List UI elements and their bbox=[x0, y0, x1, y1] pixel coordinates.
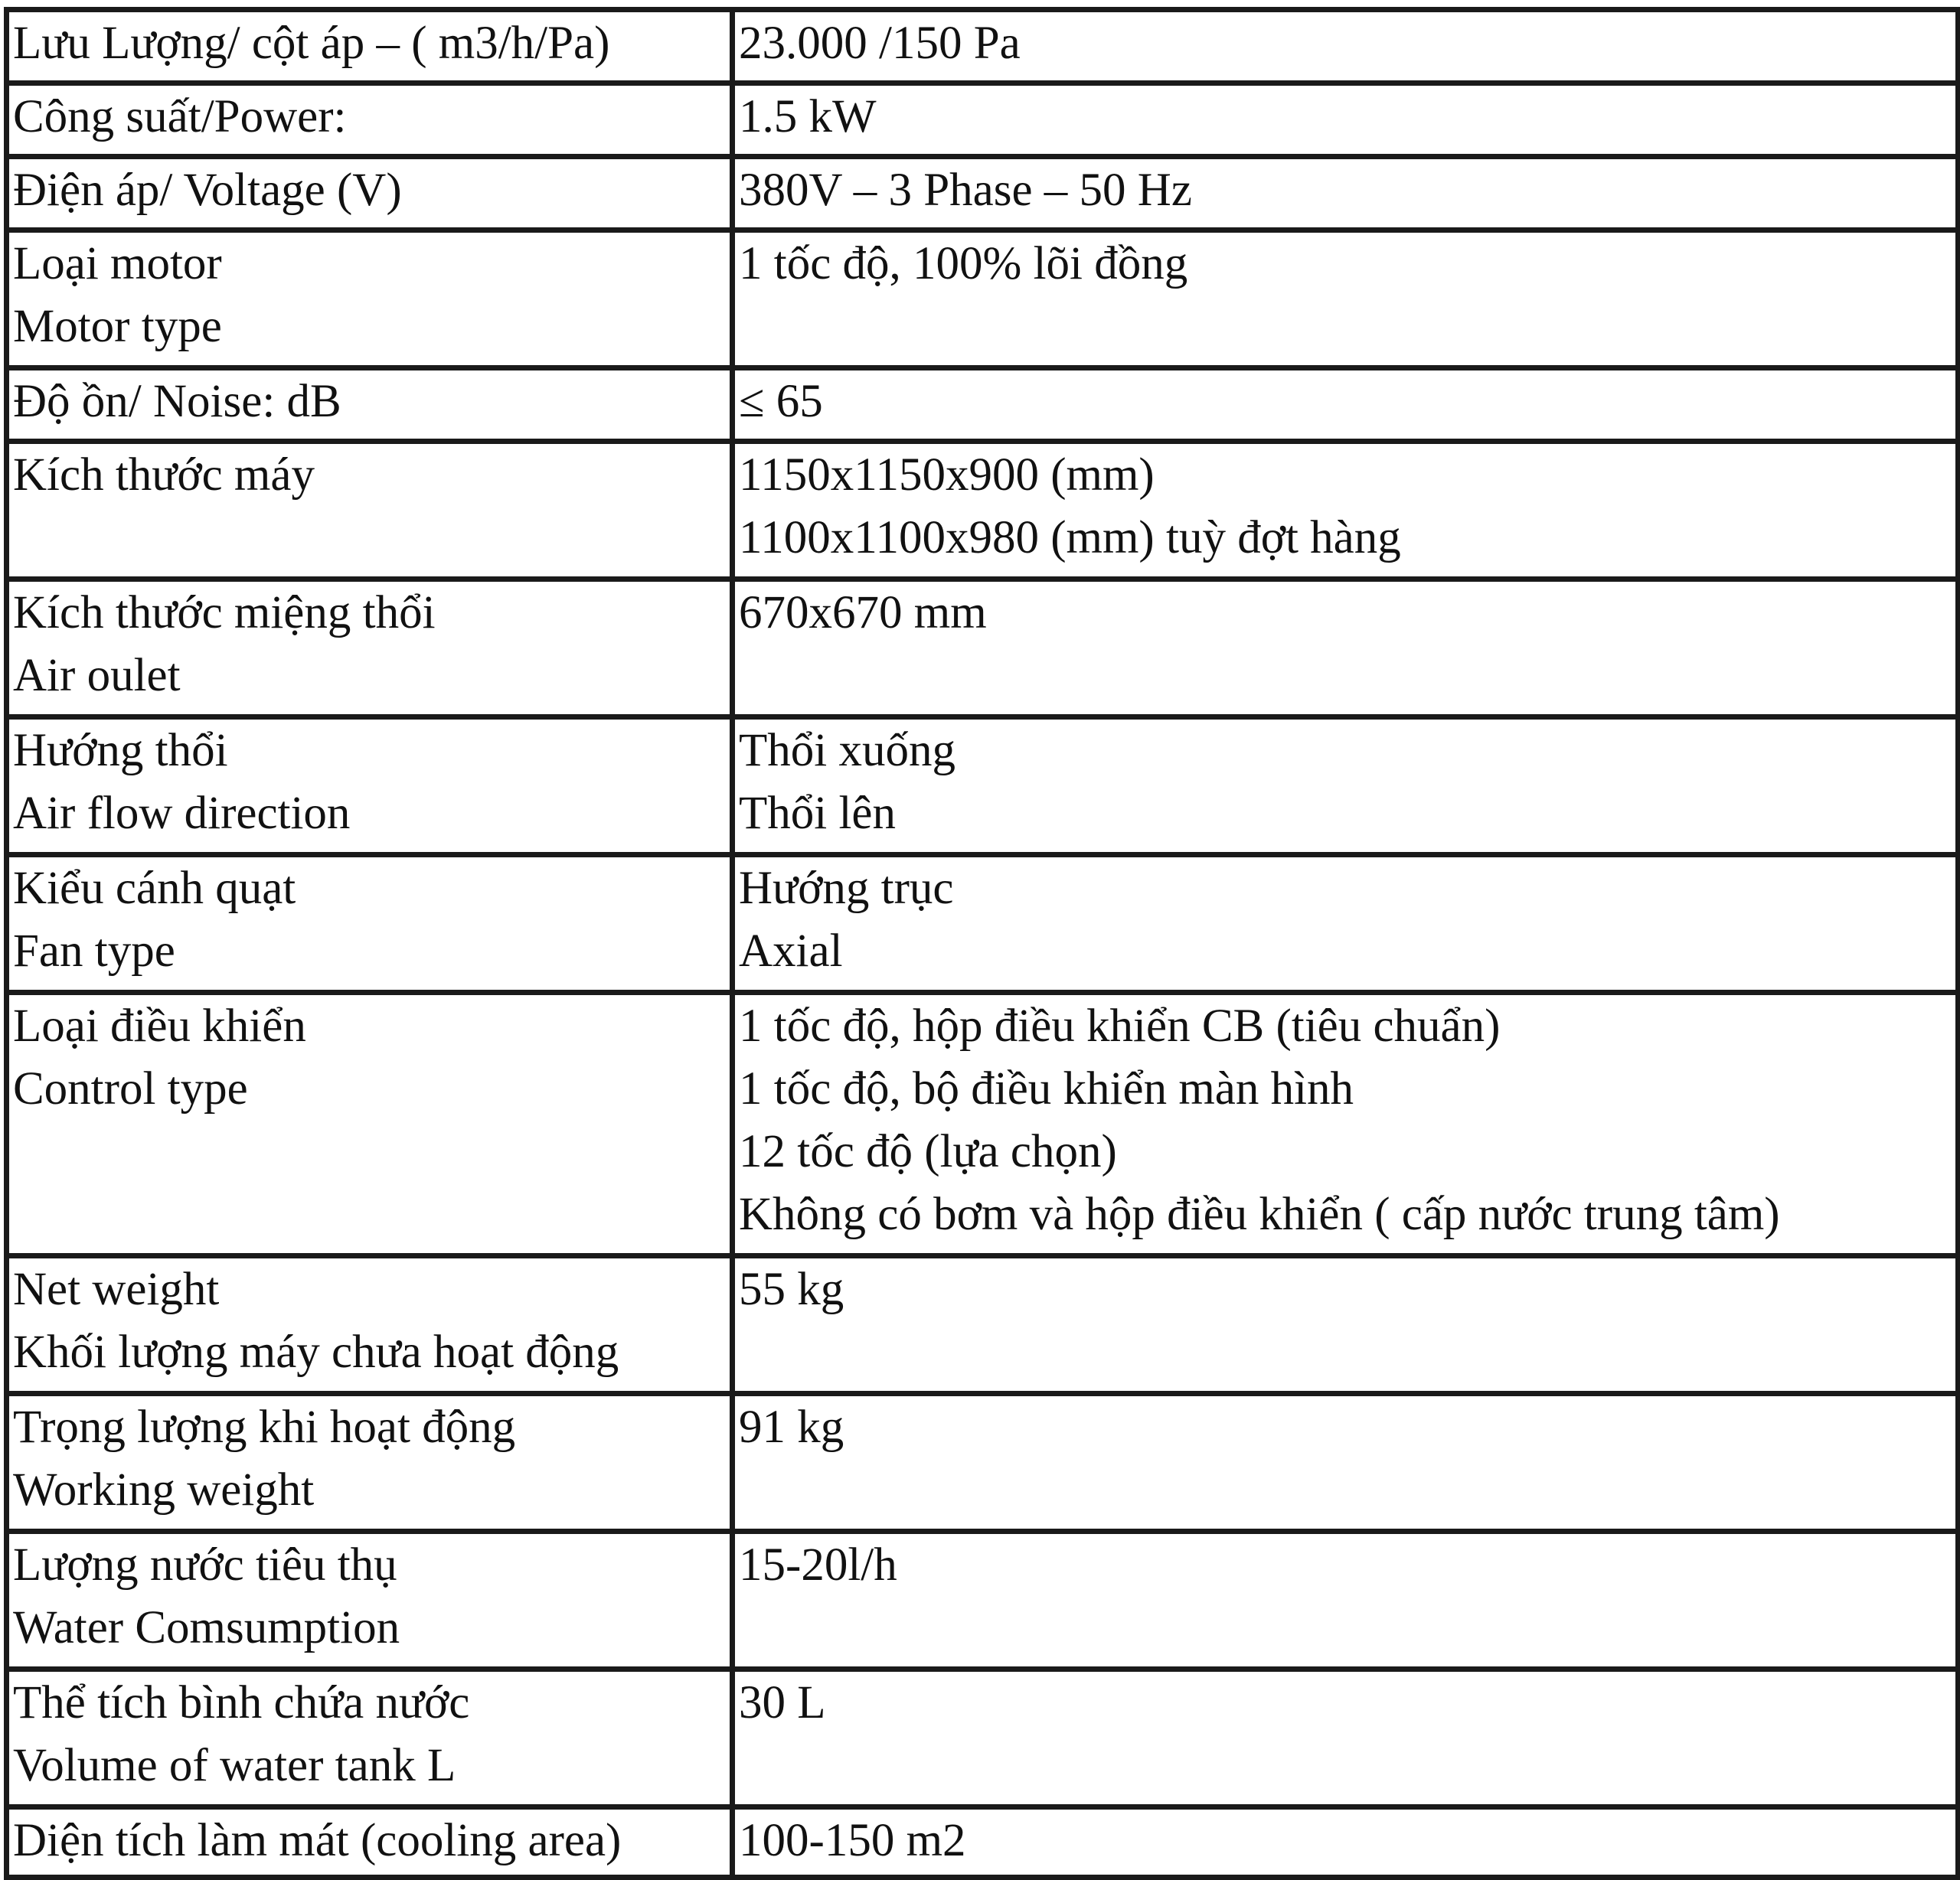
table-row bbox=[7, 442, 1958, 579]
table-row bbox=[7, 717, 1958, 855]
table-row bbox=[7, 1394, 1958, 1532]
spec-label: Motor type bbox=[13, 301, 222, 352]
spec-label: Air oulet bbox=[13, 650, 181, 701]
spec-label: Control type bbox=[13, 1063, 248, 1115]
table-row bbox=[7, 1256, 1958, 1394]
spec-label: Working weight bbox=[13, 1464, 315, 1516]
spec-value-cell bbox=[733, 157, 1958, 230]
spec-label: Air flow direction bbox=[13, 788, 351, 839]
spec-label: Kích thước miệng thổi bbox=[13, 587, 436, 638]
spec-label-cell bbox=[7, 579, 733, 717]
spec-value-cell bbox=[733, 1669, 1958, 1807]
spec-label: Khối lượng máy chưa hoạt động bbox=[13, 1327, 619, 1378]
spec-label: Lượng nước tiêu thụ bbox=[13, 1539, 397, 1591]
table-row bbox=[7, 1807, 1958, 1878]
spec-value: 1 tốc độ, hộp điều khiển CB (tiêu chuẩn) bbox=[739, 1000, 1501, 1052]
spec-value-cell bbox=[733, 368, 1958, 442]
spec-label: Water Comsumption bbox=[13, 1602, 400, 1653]
spec-label-cell bbox=[7, 230, 733, 368]
table-row bbox=[7, 1669, 1958, 1807]
spec-value: 1100x1100x980 (mm) tuỳ đợt hàng bbox=[739, 512, 1401, 563]
spec-value: 12 tốc độ (lựa chọn) bbox=[739, 1126, 1117, 1177]
spec-label: Net weight bbox=[13, 1264, 220, 1315]
spec-label: Hướng thổi bbox=[13, 725, 228, 776]
spec-value-cell bbox=[733, 230, 1958, 368]
table-row bbox=[7, 855, 1958, 993]
spec-label-cell bbox=[7, 1807, 733, 1878]
spec-label: Loại điều khiển bbox=[13, 1000, 306, 1052]
spec-value-cell bbox=[733, 993, 1958, 1256]
spec-value: Hướng trục bbox=[739, 863, 954, 914]
spec-value-cell bbox=[733, 579, 1958, 717]
spec-value: 1 tốc độ, bộ điều khiển màn hình bbox=[739, 1063, 1354, 1115]
spec-label-cell bbox=[7, 442, 733, 579]
spec-value-cell bbox=[733, 1256, 1958, 1394]
spec-value: Thổi xuống bbox=[739, 725, 956, 776]
table-row bbox=[7, 579, 1958, 717]
spec-value: 100-150 m2 bbox=[739, 1815, 966, 1866]
spec-value: ≤ 65 bbox=[739, 376, 823, 427]
table-row bbox=[7, 10, 1958, 83]
spec-label: Diện tích làm mát (cooling area) bbox=[13, 1815, 622, 1866]
spec-label-cell bbox=[7, 717, 733, 855]
spec-value: 91 kg bbox=[739, 1402, 844, 1453]
spec-value-cell bbox=[733, 855, 1958, 993]
spec-label: Loại motor bbox=[13, 238, 222, 289]
spec-value: 1150x1150x900 (mm) bbox=[739, 449, 1155, 501]
spec-value-cell bbox=[733, 10, 1958, 83]
spec-label: Trọng lượng khi hoạt động bbox=[13, 1402, 516, 1453]
spec-label: Điện áp/ Voltage (V) bbox=[13, 165, 402, 216]
spec-label-cell bbox=[7, 993, 733, 1256]
spec-label: Fan type bbox=[13, 925, 175, 977]
spec-value: Không có bơm và hộp điều khiển ( cấp nước trung tâm) bbox=[739, 1189, 1780, 1240]
table-row bbox=[7, 83, 1958, 157]
spec-label-cell bbox=[7, 83, 733, 157]
spec-label-cell bbox=[7, 1532, 733, 1669]
spec-label: Volume of water tank L bbox=[13, 1740, 456, 1791]
table-row bbox=[7, 993, 1958, 1256]
spec-label: Công suất/Power: bbox=[13, 91, 347, 142]
spec-value: 23.000 /150 Pa bbox=[739, 18, 1021, 69]
spec-label-cell bbox=[7, 1394, 733, 1532]
spec-label-cell bbox=[7, 1669, 733, 1807]
spec-table bbox=[4, 7, 1960, 1880]
table-row bbox=[7, 368, 1958, 442]
spec-value-cell bbox=[733, 83, 1958, 157]
spec-label-cell bbox=[7, 368, 733, 442]
spec-label: Thể tích bình chứa nước bbox=[13, 1677, 470, 1728]
spec-value-cell bbox=[733, 717, 1958, 855]
table-row bbox=[7, 230, 1958, 368]
spec-value-cell bbox=[733, 1807, 1958, 1878]
spec-label-cell bbox=[7, 1256, 733, 1394]
spec-value-cell bbox=[733, 442, 1958, 579]
table-row bbox=[7, 157, 1958, 230]
spec-value: 30 L bbox=[739, 1677, 826, 1728]
spec-label-cell bbox=[7, 157, 733, 230]
spec-label: Độ ồn/ Noise: dB bbox=[13, 376, 341, 427]
spec-value: Thổi lên bbox=[739, 788, 896, 839]
spec-value: 380V – 3 Phase – 50 Hz bbox=[739, 165, 1192, 216]
spec-value-cell bbox=[733, 1394, 1958, 1532]
spec-label-cell bbox=[7, 855, 733, 993]
spec-value: 55 kg bbox=[739, 1264, 844, 1315]
spec-label-cell bbox=[7, 10, 733, 83]
spec-value: 670x670 mm bbox=[739, 587, 987, 638]
spec-value-cell bbox=[733, 1532, 1958, 1669]
spec-label: Kiểu cánh quạt bbox=[13, 863, 296, 914]
spec-value: 15-20l/h bbox=[739, 1539, 897, 1591]
table-row bbox=[7, 1532, 1958, 1669]
spec-label: Kích thước máy bbox=[13, 449, 315, 501]
spec-value: Axial bbox=[739, 925, 843, 977]
spec-value: 1.5 kW bbox=[739, 91, 877, 142]
spec-label: Lưu Lượng/ cột áp – ( m3/h/Pa) bbox=[13, 18, 610, 69]
spec-value: 1 tốc độ, 100% lõi đồng bbox=[739, 238, 1188, 289]
